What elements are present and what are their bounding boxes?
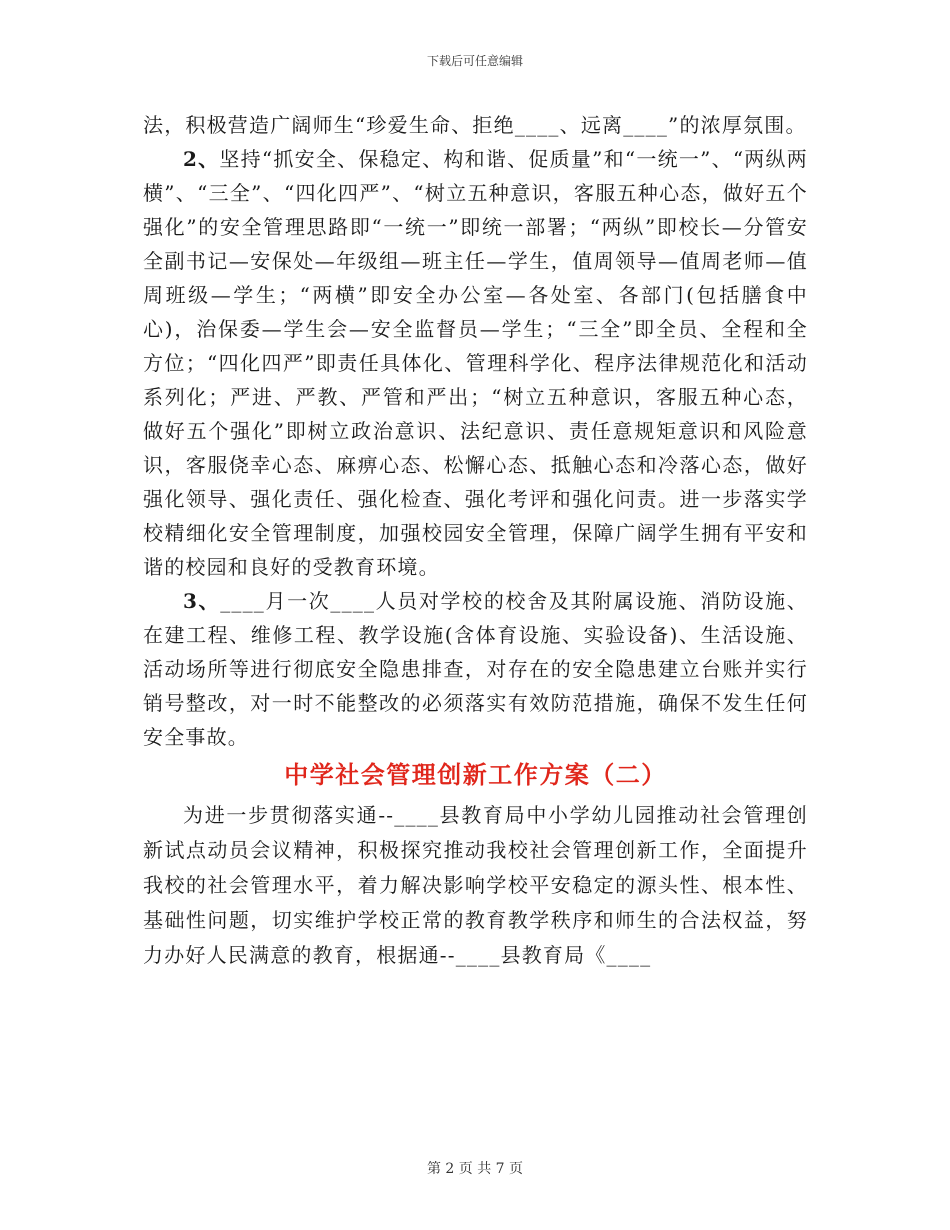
item-2-number: 2、 (183, 147, 220, 171)
item-3-text: ____月一次____人员对学校的校舍及其附属设施、消防设施、在建工程、维修工程、教学设施(含体育设施、实验设备)、生活设施、活动场所等进行彻底安全隐患排查，对存在的安全隐患建立台账并实行销号整改，对一时不能整改的必须落实有效防范措施，确保不发生任何安全事故。 (143, 589, 808, 749)
document-body (143, 108, 808, 973)
intro-paragraph: 为进一步贯彻落实通--____县教育局中小学幼儿园推动社会管理创新试点动员会议精神，积极探究推动我校社会管理创新工作，全面提升我校的社会管理水平，着力解决影响学校平安稳定的源头性、根本性、基础性问题，切实维护学校正常的教育教学秩序和师生的合法权益，努力办好人民满意的教育，根据通--____县教育局《____ (143, 803, 808, 967)
page-header-note: 下载后可任意编辑 (426, 54, 523, 68)
item-3-paragraph (143, 584, 808, 754)
item-2-paragraph (143, 142, 808, 584)
section-title: 中学社会管理创新工作方案（二） (284, 760, 667, 789)
item-2-text: 坚持“抓安全、保稳定、构和谐、促质量”和“一统一”、“两纵两横”、“三全”、“四化四严”、“树立五种意识，客服五种心态，做好五个强化”的安全管理思路即“一统一”即统一部署；“两纵”即校长—分管安全副书记—安保处—年级组—班主任—学生，值周领导—值周老师—值周班级—学生；“两横”即安全办公室—各处室、各部门(包括膳食中心)，治保委—学生会—安全监督员—学生；“三全”即全员、全程和全方位；“四化四严”即责任具体化、管理科学化、程序法律规范化和活动系列化；严进、严教、严管和严出；“树立五种意识，客服五种心态，做好五个强化”即树立政治意识、法纪意识、责任意规矩意识和风险意识，客服侥幸心态、麻痹心态、松懈心态、抵触心态和冷落心态，做好强化领导、强化责任、强化检查、强化考评和强化问责。进一步落实学校精细化安全管理制度，加强校园安全管理，保障广阔学生拥有平安和谐的校园和良好的受教育环境。 (143, 147, 808, 579)
page-number: 第 2 页 共 7 页 (426, 1161, 524, 1177)
paragraph-continuation: 法，积极营造广阔师生“珍爱生命、拒绝____、远离____”的浓厚氛围。 (143, 113, 807, 137)
item-3-number: 3、 (183, 589, 221, 613)
